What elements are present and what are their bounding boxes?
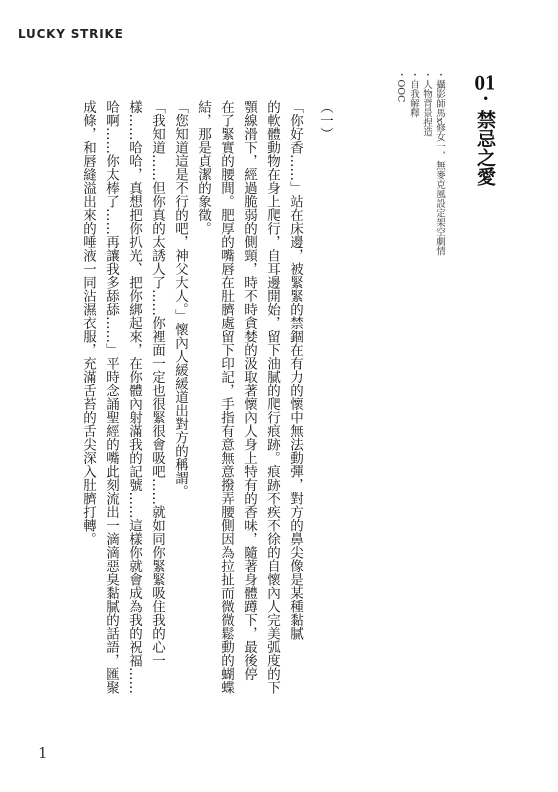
chapter-name: 禁忌之愛 <box>474 109 496 186</box>
running-header-title: LUCKY STRIKE <box>18 27 124 41</box>
body-text-line: 結，那是貞潔的象徵。 <box>195 100 211 235</box>
body-text-line: 在了緊實的腰間。肥厚的嘴唇在肚臍處留下印記，手指有意無意撥弄腰側因為拉扯而微微鬆動的蝴蝶 <box>218 100 234 694</box>
chapter-number-dot: · <box>474 95 496 102</box>
body-text-line: 顎線滑下，經過脆弱的側頸，時不時貪婪的汲取著懷內人身上特有的香味，隨著身體蹲下，最後停 <box>241 100 257 681</box>
body-text-line: 「我知道……但你真的太誘人了……你裡面一定也很緊很會吸吧……就如同你緊緊吸住我的心一 <box>149 100 165 667</box>
author-note: ・攝影師馬x修女一，無麥克風設定架空劇情 <box>434 70 445 256</box>
author-note: ・OOC <box>395 70 406 103</box>
body-text-line: 「你好香……」站在床邊，被緊緊的禁錮在有力的懷中無法動彈，對方的鼻尖像是某種黏膩 <box>287 100 303 640</box>
author-note: ・人物背景捏造 <box>421 70 432 137</box>
body-text-line: 「您知道這是不行的吧，神父大人。」懷內人緩緩道出對方的稱謂。 <box>172 100 188 499</box>
author-note: ・自我解釋 <box>408 70 419 118</box>
chapter-title <box>470 74 500 274</box>
body-text-line: 成條，和唇縫溢出來的唾液一同沾濕衣服，充滿舌苔的舌尖深入肚臍打轉。 <box>80 100 96 546</box>
body-text-line: 樣……哈哈，真想把你扒光、把你綁起來，在你體內射滿我的記號……這樣你就會成為我的祝福…… <box>126 100 142 694</box>
page-number: 1 <box>38 744 48 762</box>
body-text-line: 哈啊……你太棒了……再讓我多舔舔……」平時念誦聖經的嘴此刻流出一滴滴惡臭黏膩的話語，匯聚 <box>103 100 119 694</box>
chapter-number: 01 <box>474 74 496 93</box>
section-heading: （一） <box>317 100 333 141</box>
body-text-line: 的軟體動物在身上爬行，自耳邊開始，留下油膩的爬行痕跡。痕跡不疾不徐的自懷內人完美弧度的下 <box>264 100 280 694</box>
